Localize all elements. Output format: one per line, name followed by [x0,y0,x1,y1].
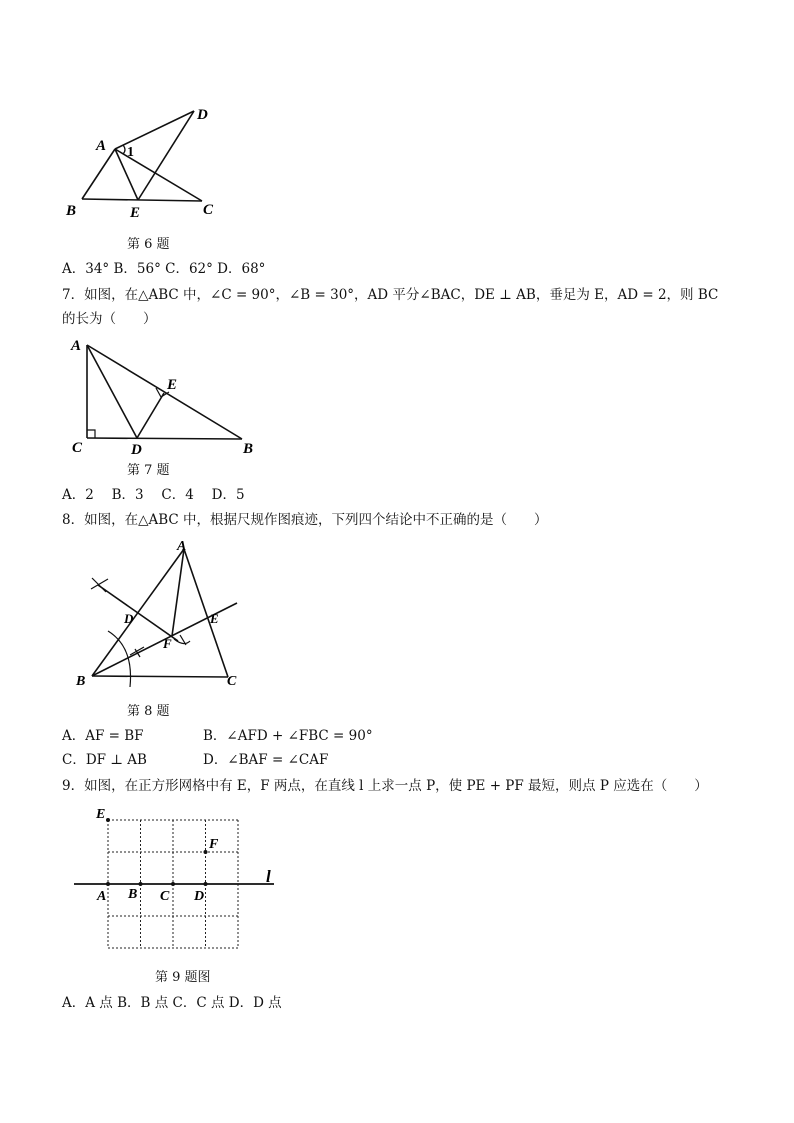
q7-stem-line1: 7．如图，在△ABC 中，∠C = 90°，∠B = 30°，AD 平分∠BAC，DE ⊥ AB，垂足为 E，AD = 2，则 BC [62,287,719,303]
q7-label-a: A [71,338,82,354]
q6-label-d: D [197,107,208,123]
q8-segment-ac [184,549,228,677]
q8-construction-arc-top1 [92,578,106,592]
q7-label-d: D [131,442,142,458]
q9-options: A．A 点 B．B 点 C．C 点 D．D 点 [62,995,282,1011]
q9-point-f [204,850,208,854]
q9-point-c [171,882,175,886]
q6-label-e: E [130,205,141,221]
q7-caption: 第 7 题 [127,463,170,478]
q7-label-b: B [243,441,254,457]
q8-option-c: C．DF ⊥ AB [62,752,147,768]
q6-segment-ab [82,149,115,199]
q6-figure [60,95,250,225]
q7-segment-cb [87,438,242,439]
q9-label-b: B [128,887,138,902]
q9-stem: 9．如图，在正方形网格中有 E，F 两点，在直线 l 上求一点 P，使 PE + PF 最短，则点 P 应选在（ ） [62,778,708,794]
q6-label-a: A [96,138,107,154]
q7-options: A．2 B．3 C．4 D．5 [62,487,245,503]
q9-label-d: D [194,889,205,904]
q6-label-angle-1: 1 [127,145,134,160]
q8-option-d: D．∠BAF = ∠CAF [203,752,329,768]
q6-angle-1-arc [123,145,125,154]
q8-stem: 8．如图，在△ABC 中，根据尺规作图痕迹，下列四个结论中不正确的是（ ） [62,512,548,528]
q9-figure [70,803,285,963]
q8-label-b: B [76,674,86,689]
q9-point-b [139,882,143,886]
q9-label-l: l [266,867,271,886]
q8-construction-arc-top2 [91,579,108,589]
q9-point-a [106,882,110,886]
q8-option-a: A．AF = BF [62,728,144,744]
q8-option-b: B．∠AFD + ∠FBC = 90° [203,728,373,744]
q6-label-b: B [66,203,77,219]
q9-label-e: E [96,807,106,822]
q6-options: A．34° B．56° C．62° D．68° [62,261,266,277]
q8-label-e: E [210,611,219,626]
q7-label-e: E [167,377,178,393]
q9-label-a: A [97,889,107,904]
q8-label-a: A [177,539,187,554]
q7-segment-ab [87,345,242,439]
q8-caption: 第 8 题 [127,704,170,719]
q9-point-e [106,818,110,822]
q8-figure [70,535,260,695]
q8-label-d: D [124,611,134,626]
q7-label-c: C [72,440,83,456]
q8-label-c: C [227,674,237,689]
q7-figure [65,333,265,458]
q8-segment-bc [92,676,228,677]
q9-caption: 第 9 题图 [155,970,211,985]
q7-stem-line2: 的长为（ ） [62,311,157,327]
q7-segment-de [137,393,164,438]
q9-label-c: C [160,889,170,904]
q6-segment-bc [82,199,202,201]
q8-label-f: F [163,636,172,651]
q6-caption: 第 6 题 [127,237,170,252]
q9-point-d [204,882,208,886]
q7-segment-ad [87,345,137,438]
q6-label-c: C [203,202,214,218]
q7-right-angle-c [87,430,95,438]
q9-label-f: F [209,837,219,852]
